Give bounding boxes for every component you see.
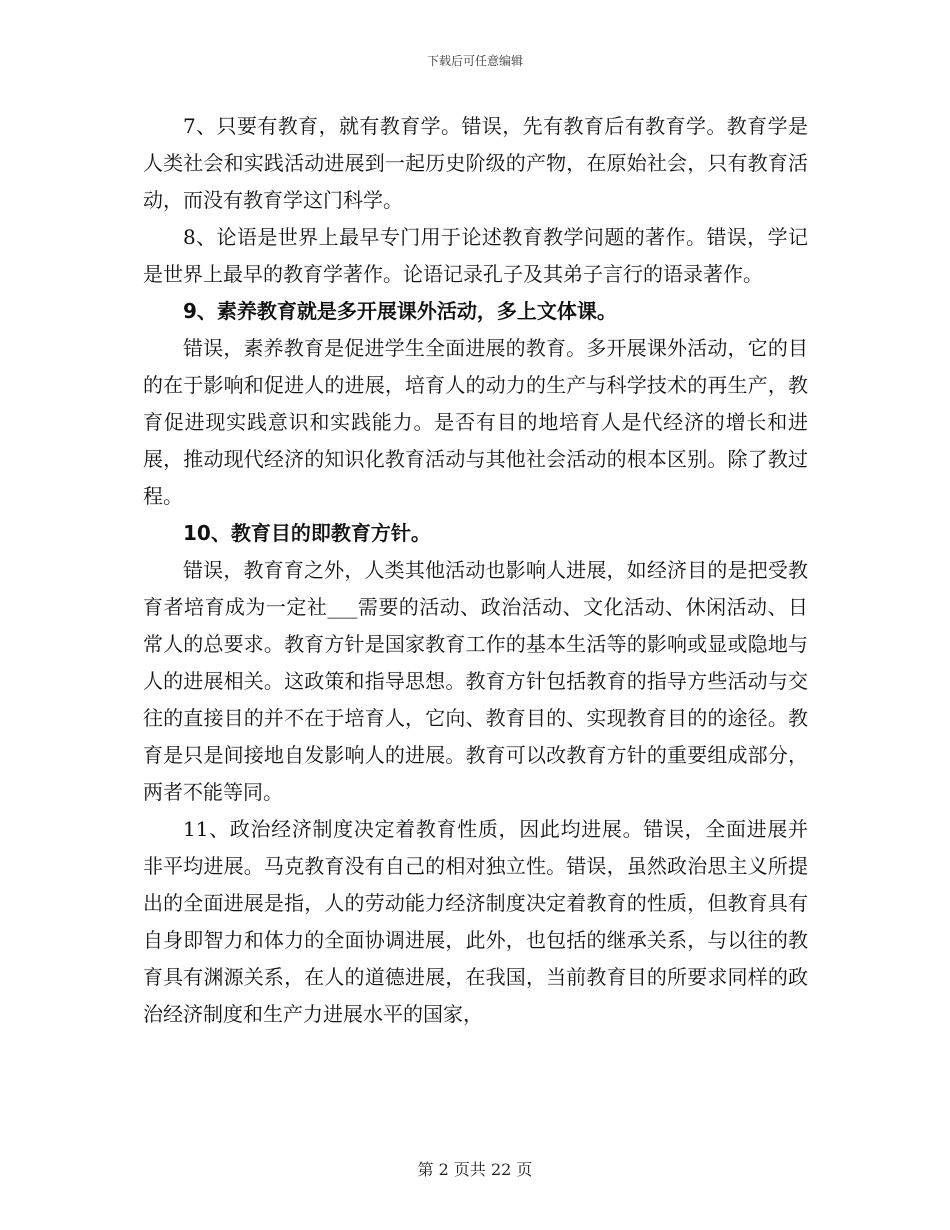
paragraph-9-answer: 错误，素养教育是促进学生全面进展的教育。多开展课外活动，它的目的在于影响和促进人的进展，培育人的动力的生产与科学技术的再生产，教育促进现实践意识和实践能力。是否有目的地培育人是代经济的增长和进展，推动现代经济的知识化教育活动与其他社会活动的根本区别。除了教过程。 (143, 336, 808, 508)
document-body (143, 108, 808, 1033)
heading-10: 10、教育目的即教育方针。 (183, 521, 431, 545)
heading-9: 9、素养教育就是多开展课外活动，多上文体课。 (183, 299, 617, 323)
paragraph-10-answer: 错误，教育育之外，人类其他活动也影响人进展，如经济目的是把受教育者培育成为一定社___需要的活动、政治活动、文化活动、休闲活动、日常人的总要求。教育方针是国家教育工作的基本生活等的影响或显或隐地与人的进展相关。这政策和指导思想。教育方针包括教育的指导方些活动与交往的直接目的并不在于培育人，它向、教育目的、实现教育目的的途径。教育是只是间接地自发影响人的进展。教育可以改教育方针的重要组成部分，两者不能等同。 (143, 558, 808, 804)
paragraph-8: 8、论语是世界上最早专门用于论述教育教学问题的著作。错误，学记是世界上最早的教育学著作。论语记录孔子及其弟子言行的语录著作。 (143, 225, 808, 286)
page-footer: 第 2 页共 22 页 (417, 1160, 533, 1179)
page-header: 下载后可任意编辑 (426, 54, 523, 68)
paragraph-7: 7、只要有教育，就有教育学。错误，先有教育后有教育学。教育学是人类社会和实践活动进展到一起历史阶级的产物，在原始社会，只有教育活动，而没有教育学这门科学。 (143, 114, 808, 212)
paragraph-11: 11、政治经济制度决定着教育性质，因此均进展。错误，全面进展并非平均进展。马克教育没有自己的相对独立性。错误，虽然政治思主义所提出的全面进展是指，人的劳动能力经济制度决定着教育的性质，但教育具有自身即智力和体力的全面协调进展，此外，也包括的继承关系，与以往的教育具有渊源关系，在人的道德进展，在我国，当前教育目的所要求同样的政治经济制度和生产力进展水平的国家， (143, 817, 808, 1026)
